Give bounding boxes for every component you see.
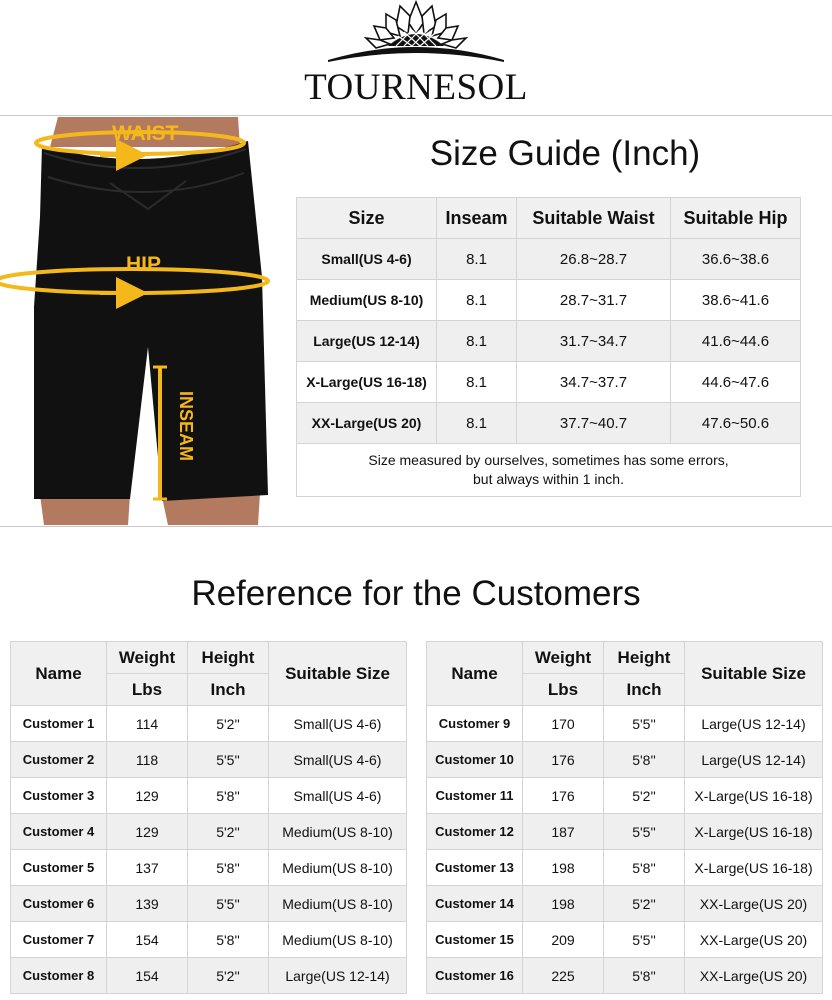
inseam-cell: 8.1	[437, 362, 517, 403]
divider	[0, 115, 832, 116]
size-row	[297, 280, 801, 321]
customer-row	[11, 958, 407, 994]
customer-weight: 225	[523, 958, 604, 994]
customer-name: Customer 9	[427, 706, 523, 742]
height-header: Height	[188, 642, 269, 674]
customer-weight: 170	[523, 706, 604, 742]
customer-weight: 176	[523, 778, 604, 814]
height-header: Height	[604, 642, 685, 674]
size-cell: Medium(US 8-10)	[297, 280, 437, 321]
size-cell: XX-Large(US 20)	[297, 403, 437, 444]
customer-size: Medium(US 8-10)	[269, 850, 407, 886]
customer-row	[11, 742, 407, 778]
waist-cell: 37.7~40.7	[517, 403, 671, 444]
customer-size: Medium(US 8-10)	[269, 886, 407, 922]
size-row	[297, 239, 801, 280]
size-note-line1: Size measured by ourselves, sometimes has some errors,	[368, 452, 729, 468]
shorts-diagram	[0, 117, 290, 525]
weight-header: Weight	[523, 642, 604, 674]
customer-name: Customer 8	[11, 958, 107, 994]
customer-height: 5'5''	[188, 886, 269, 922]
inseam-cell: 8.1	[437, 403, 517, 444]
hip-cell: 38.6~41.6	[671, 280, 801, 321]
hip-cell: 41.6~44.6	[671, 321, 801, 362]
inseam-header: Inseam	[437, 198, 517, 239]
inseam-label: INSEAM	[176, 391, 196, 462]
customer-weight: 139	[107, 886, 188, 922]
customer-name: Customer 12	[427, 814, 523, 850]
height-unit-header: Inch	[604, 674, 685, 706]
size-note-line2: but always within 1 inch.	[473, 471, 624, 487]
size-note-row	[297, 444, 801, 497]
size-table-header	[297, 198, 801, 239]
customer-name: Customer 15	[427, 922, 523, 958]
customer-height: 5'2''	[188, 958, 269, 994]
brand-logo	[300, 0, 532, 108]
customer-size: XX-Large(US 20)	[685, 958, 823, 994]
customer-weight: 114	[107, 706, 188, 742]
inseam-cell: 8.1	[437, 321, 517, 362]
customer-height: 5'8''	[604, 742, 685, 778]
name-header: Name	[11, 642, 107, 706]
customer-row	[427, 814, 823, 850]
customer-weight: 137	[107, 850, 188, 886]
size-cell: X-Large(US 16-18)	[297, 362, 437, 403]
customer-size: XX-Large(US 20)	[685, 886, 823, 922]
customer-name: Customer 1	[11, 706, 107, 742]
customer-table-left	[10, 641, 407, 994]
customer-table-right	[426, 641, 823, 994]
customer-height: 5'8''	[188, 922, 269, 958]
customer-table-header	[427, 642, 823, 674]
customer-row	[11, 706, 407, 742]
waist-cell: 34.7~37.7	[517, 362, 671, 403]
hip-label: HIP	[126, 253, 162, 276]
hip-cell: 47.6~50.6	[671, 403, 801, 444]
customer-row	[427, 850, 823, 886]
customer-height: 5'2''	[604, 886, 685, 922]
customer-weight: 129	[107, 814, 188, 850]
customer-row	[427, 886, 823, 922]
waist-header: Suitable Waist	[517, 198, 671, 239]
customer-row	[11, 886, 407, 922]
weight-header: Weight	[107, 642, 188, 674]
customer-name: Customer 10	[427, 742, 523, 778]
customer-row	[427, 706, 823, 742]
size-cell: Small(US 4-6)	[297, 239, 437, 280]
hip-cell: 36.6~38.6	[671, 239, 801, 280]
customer-size: Small(US 4-6)	[269, 742, 407, 778]
customer-table-header	[11, 642, 407, 674]
customer-name: Customer 5	[11, 850, 107, 886]
size-header: Size	[297, 198, 437, 239]
customer-height: 5'8''	[188, 850, 269, 886]
customer-size: Large(US 12-14)	[269, 958, 407, 994]
customer-weight: 154	[107, 958, 188, 994]
customer-size: Small(US 4-6)	[269, 706, 407, 742]
customer-height: 5'8''	[188, 778, 269, 814]
customer-height: 5'5''	[188, 742, 269, 778]
customer-name: Customer 3	[11, 778, 107, 814]
customer-name: Customer 11	[427, 778, 523, 814]
suitable-size-header: Suitable Size	[685, 642, 823, 706]
customer-name: Customer 7	[11, 922, 107, 958]
inseam-cell: 8.1	[437, 239, 517, 280]
shorts-garment	[34, 141, 268, 501]
customer-height: 5'5''	[604, 814, 685, 850]
customer-height: 5'8''	[604, 850, 685, 886]
customer-weight: 154	[107, 922, 188, 958]
customer-row	[11, 778, 407, 814]
customer-row	[11, 814, 407, 850]
customer-weight: 129	[107, 778, 188, 814]
customer-row	[427, 778, 823, 814]
customer-name: Customer 6	[11, 886, 107, 922]
customer-height: 5'2''	[188, 814, 269, 850]
customer-size: Medium(US 8-10)	[269, 814, 407, 850]
customer-row	[11, 850, 407, 886]
customer-weight: 187	[523, 814, 604, 850]
customer-weight: 198	[523, 886, 604, 922]
waist-label: WAIST	[112, 122, 179, 145]
customer-size: X-Large(US 16-18)	[685, 814, 823, 850]
hip-cell: 44.6~47.6	[671, 362, 801, 403]
customer-size: Small(US 4-6)	[269, 778, 407, 814]
customer-height: 5'2''	[188, 706, 269, 742]
weight-unit-header: Lbs	[523, 674, 604, 706]
customer-height: 5'5''	[604, 706, 685, 742]
waist-cell: 28.7~31.7	[517, 280, 671, 321]
brand-name: TOURNESOL	[304, 67, 528, 108]
customer-name: Customer 2	[11, 742, 107, 778]
suitable-size-header: Suitable Size	[269, 642, 407, 706]
hip-header: Suitable Hip	[671, 198, 801, 239]
customer-name: Customer 14	[427, 886, 523, 922]
customer-weight: 209	[523, 922, 604, 958]
customer-weight: 176	[523, 742, 604, 778]
customer-row	[427, 922, 823, 958]
customer-name: Customer 4	[11, 814, 107, 850]
customer-name: Customer 16	[427, 958, 523, 994]
size-guide-table	[296, 197, 801, 497]
customer-size: Large(US 12-14)	[685, 706, 823, 742]
size-row	[297, 321, 801, 362]
customer-size: Large(US 12-14)	[685, 742, 823, 778]
size-row	[297, 362, 801, 403]
customer-row	[427, 742, 823, 778]
customer-height: 5'5''	[604, 922, 685, 958]
customer-name: Customer 13	[427, 850, 523, 886]
size-cell: Large(US 12-14)	[297, 321, 437, 362]
customer-weight: 118	[107, 742, 188, 778]
size-note	[297, 444, 801, 497]
customer-size: Medium(US 8-10)	[269, 922, 407, 958]
waist-cell: 31.7~34.7	[517, 321, 671, 362]
customer-height: 5'8''	[604, 958, 685, 994]
weight-unit-header: Lbs	[107, 674, 188, 706]
name-header: Name	[427, 642, 523, 706]
left-leg-skin	[40, 495, 130, 525]
customer-weight: 198	[523, 850, 604, 886]
height-unit-header: Inch	[188, 674, 269, 706]
customer-row	[427, 958, 823, 994]
size-guide-title: Size Guide (Inch)	[429, 134, 701, 173]
customer-row	[11, 922, 407, 958]
customer-size: XX-Large(US 20)	[685, 922, 823, 958]
sunflower-icon	[300, 0, 532, 70]
customer-height: 5'2''	[604, 778, 685, 814]
size-row	[297, 403, 801, 444]
customer-size: X-Large(US 16-18)	[685, 850, 823, 886]
reference-title: Reference for the Customers	[191, 574, 641, 613]
customer-size: X-Large(US 16-18)	[685, 778, 823, 814]
waist-cell: 26.8~28.7	[517, 239, 671, 280]
inseam-cell: 8.1	[437, 280, 517, 321]
divider	[0, 526, 832, 527]
